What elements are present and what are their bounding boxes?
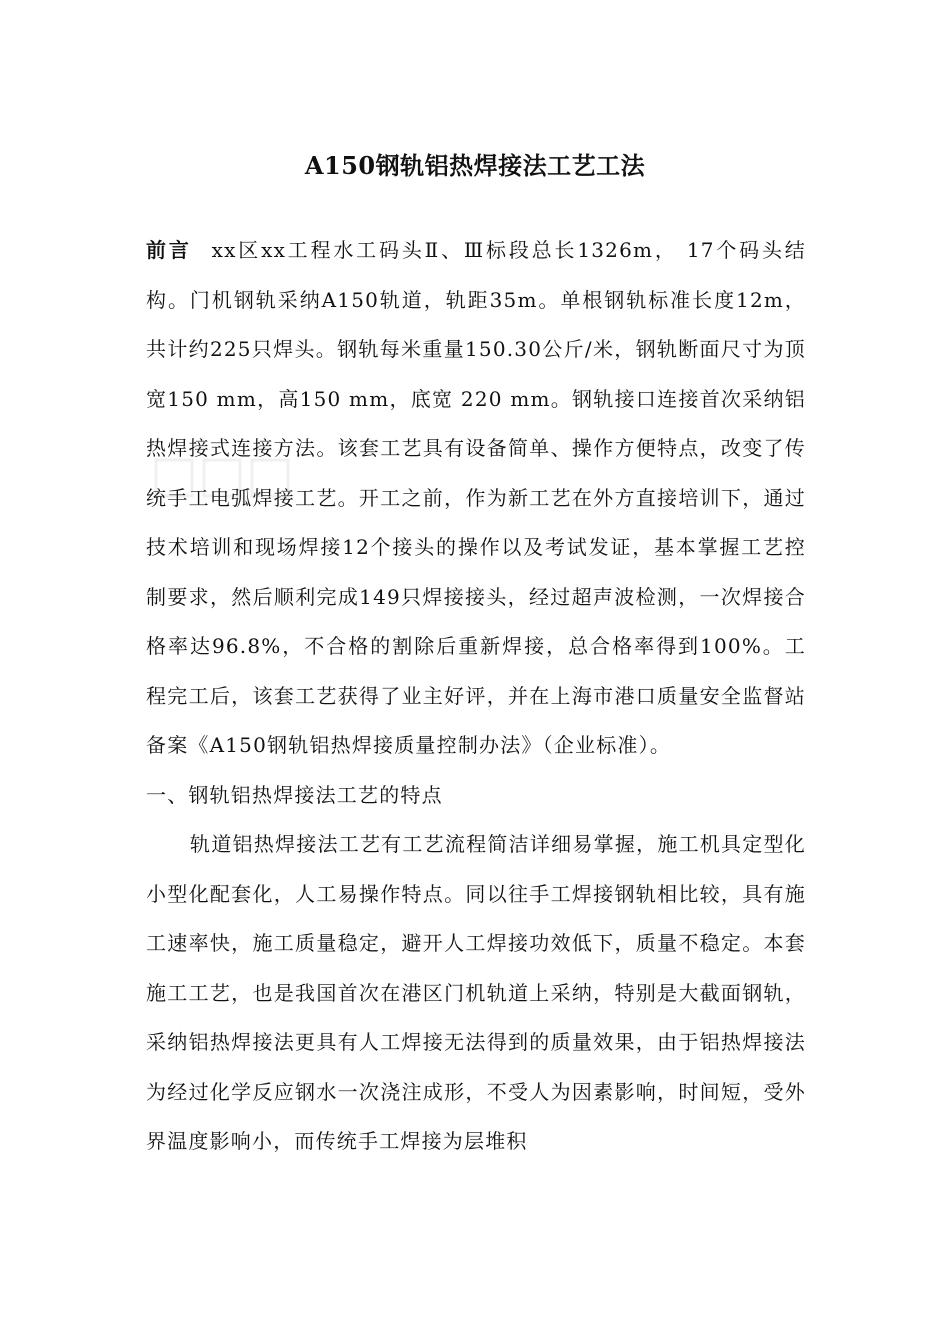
section-paragraph: 轨道铝热焊接法工艺有工艺流程简洁详细易掌握，施工机具定型化小型化配套化，人工易操作特点。同以往手工焊接钢轨相比较，具有施工速率快，施工质量稳定，避开人工焊接功效低下，质量不稳定。本套施工工艺，也是我国首次在港区门机轨道上采纳，特别是大截面钢轨，采纳铝热焊接法更具有人工焊接无法得到的质量效果，由于铝热焊接法为经过化学反应钢水一次浇注成形，不受人为因素影响，时间短，受外界温度影响小，而传统手工焊接为层堆积 [146,832,806,1153]
document-body [146,226,806,1167]
preface-text: xx区xx工程水工码头Ⅱ、Ⅲ标段总长1326m， 17个码头结构。门机钢轨采纳A150轨道，轨距35m。单根钢轨标准长度12m，共计约225只焊头。钢轨每米重量150.30公斤/米，钢轨断面尺寸为顶宽150 mm，高150 mm，底宽 220 mm。钢轨接口连接首次采纳铝热焊接式连接方法。该套工艺具有设备简单、操作方便特点，改变了传统手工电弧焊接工艺。开工之前，作为新工艺在外方直接培训下，通过技术培训和现场焊接12个接头的操作以及考试发证，基本掌握工艺控制要求，然后顺利完成149只焊接接头，经过超声波检测，一次焊接合格率达96.8%，不合格的割除后重新焊接，总合格率得到100%。工程完工后，该套工艺获得了业主好评，并在上海市港口质量安全监督站备案《A150钢轨铝热焊接质量控制办法》（企业标准）。 [146,238,807,757]
preface-label: 前言 [146,238,192,262]
preface-paragraph [146,226,806,771]
section-heading: 一、钢轨铝热焊接法工艺的特点 [146,782,443,807]
document-title: A150钢轨铝热焊接法工艺工法 [304,151,646,181]
